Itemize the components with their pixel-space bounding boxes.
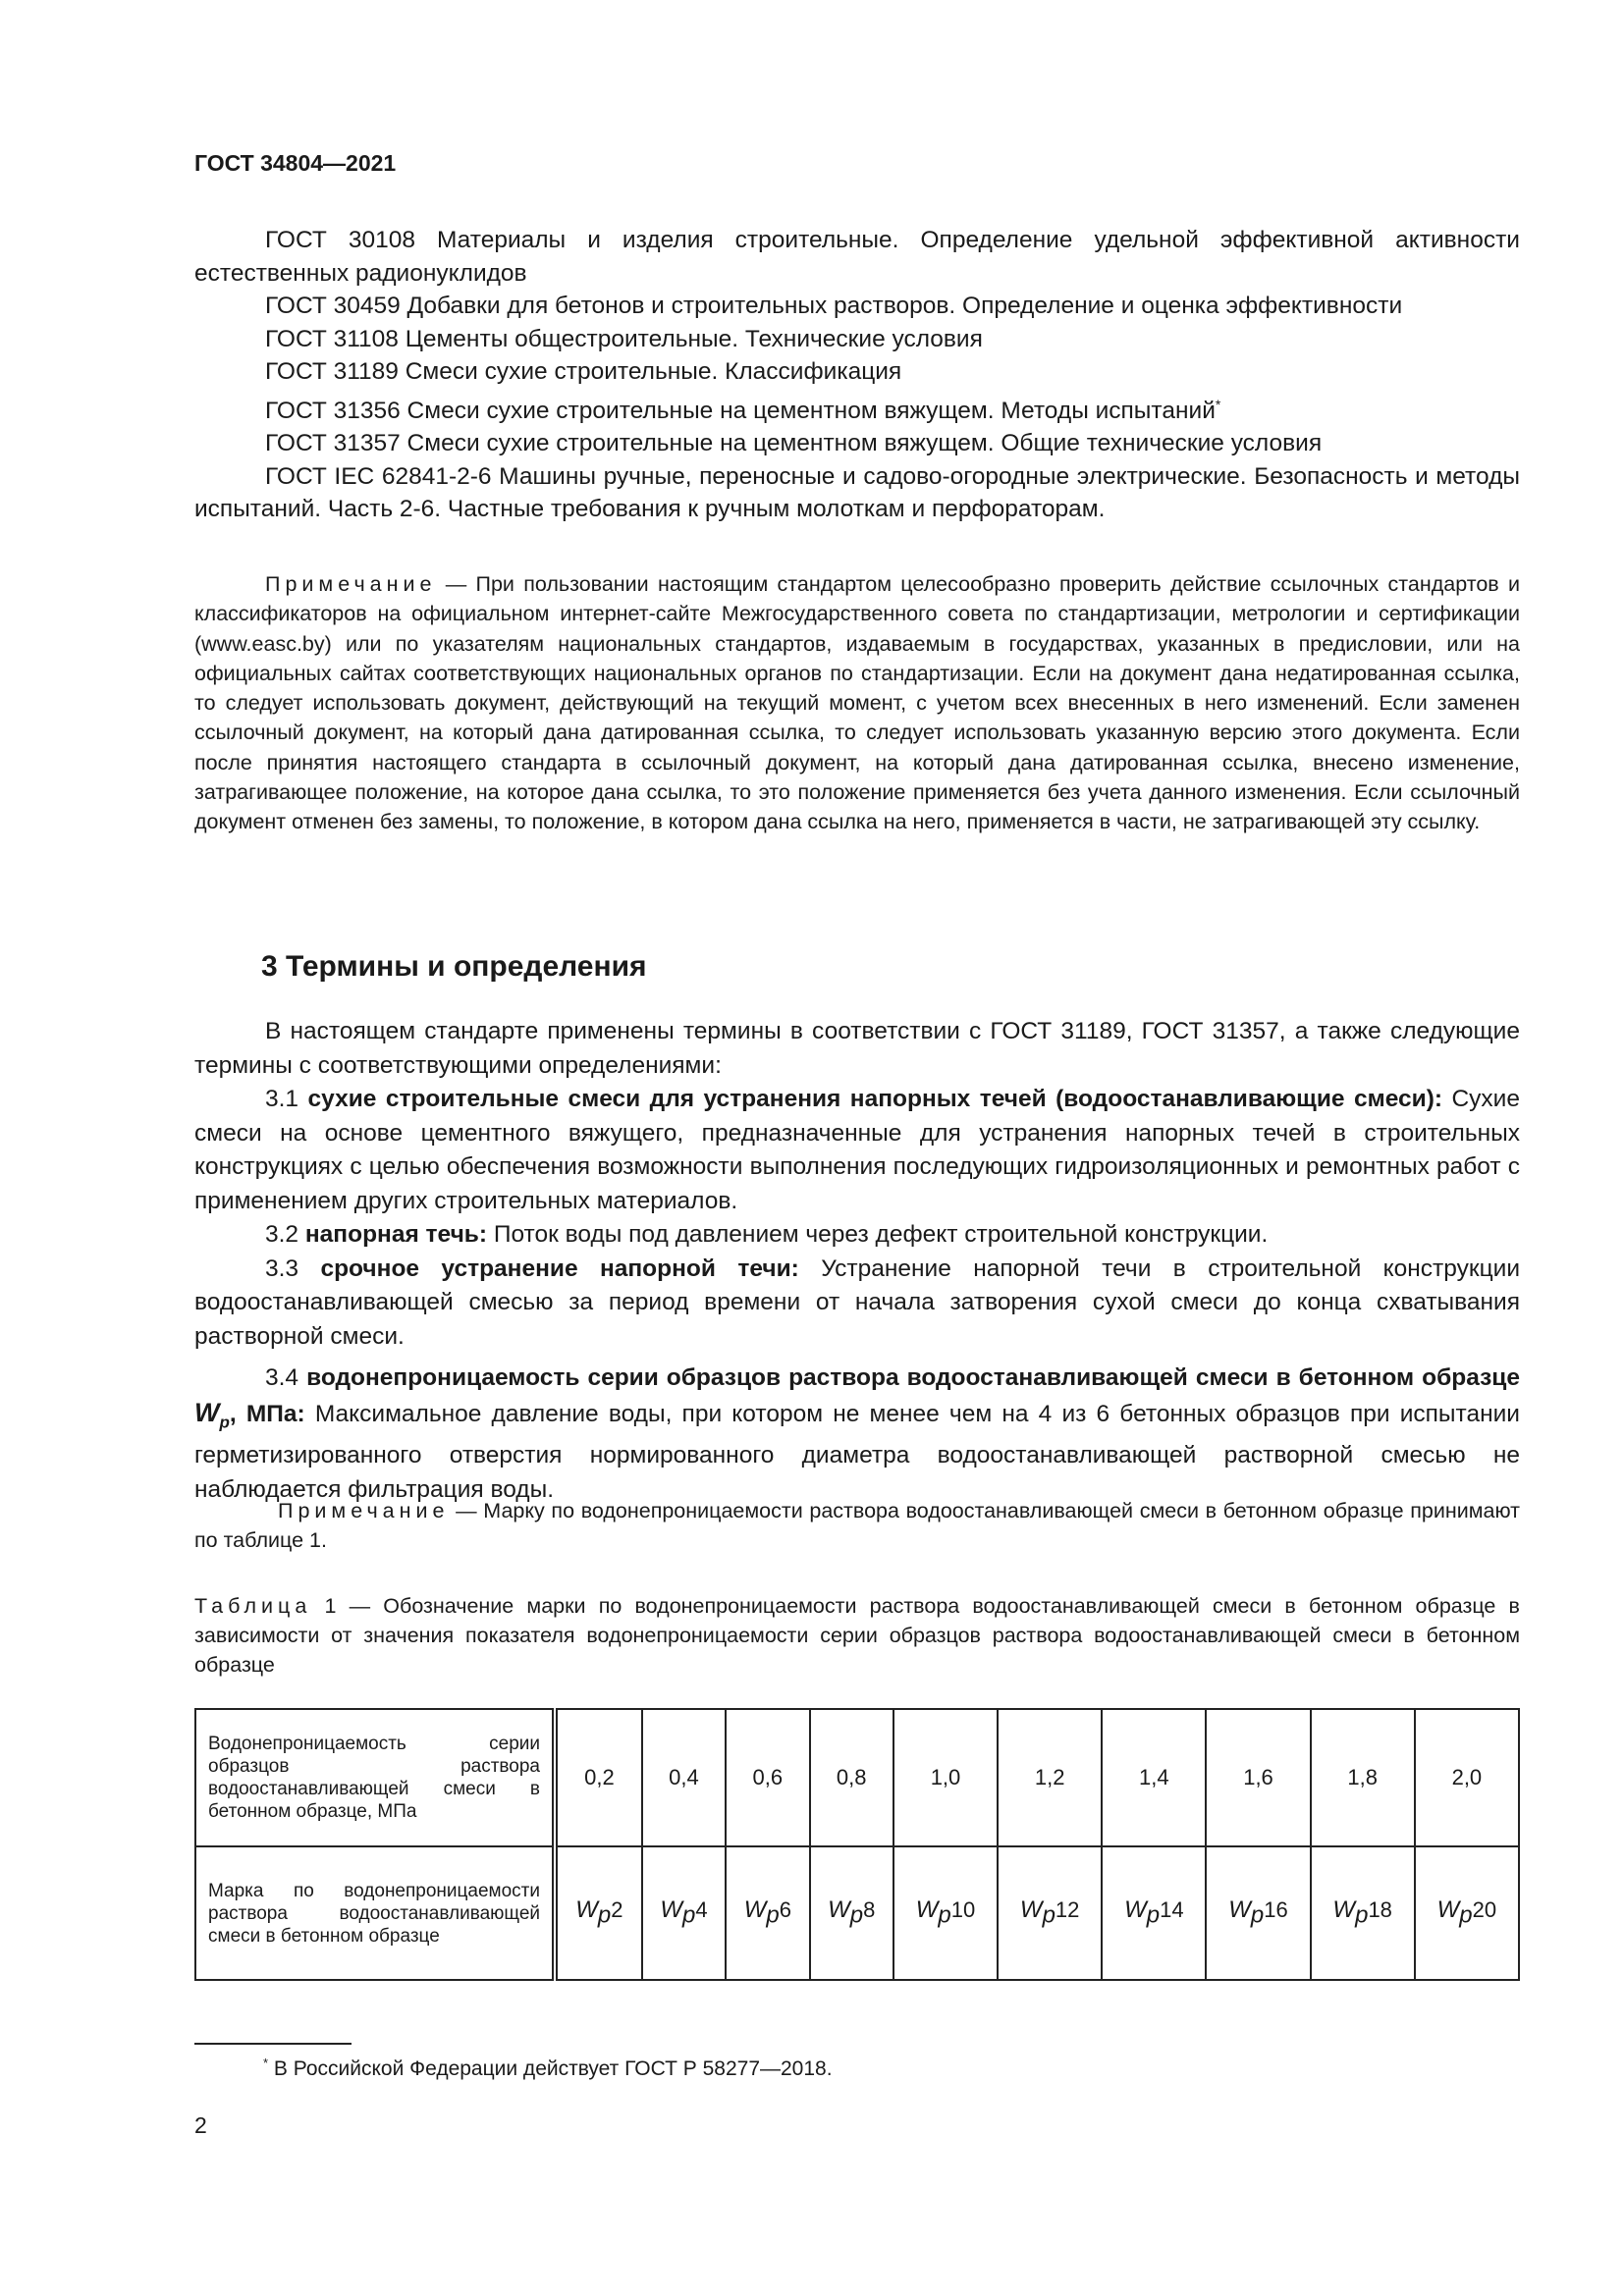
reference-item: ГОСТ 30459 Добавки для бетонов и строительных растворов. Определение и оценка эффективности xyxy=(265,293,1403,319)
section-title: 3 Термины и определения xyxy=(261,950,647,983)
table-cell: $W_p2$ xyxy=(555,1846,642,1980)
term-name: водонепроницаемость серии образцов раствора водоостанавливающей смеси в бетонном образце $W_p$, МПа: xyxy=(194,1364,1520,1431)
footnote-text: В Российской Федерации действует ГОСТ Р 58277—2018. xyxy=(273,2057,833,2080)
table-row xyxy=(195,1846,1519,1980)
table-cell: 0,2 xyxy=(555,1709,642,1846)
table-cell: 1,4 xyxy=(1102,1709,1206,1846)
table-note xyxy=(194,1496,1520,1555)
term-name: напорная течь: xyxy=(304,1221,488,1248)
row-header: Водонепроницаемость серии образцов раствора водоостанавливающей смеси в бетонном образце, МПа xyxy=(195,1709,555,1846)
term-name: срочное устранение напорной течи: xyxy=(320,1255,799,1282)
table-cell: $W_p4$ xyxy=(642,1846,726,1980)
wp-symbol: $W_p$ xyxy=(194,1397,230,1431)
table-cell: $W_p12$ xyxy=(998,1846,1102,1980)
footnote-divider xyxy=(194,2043,352,2045)
reference-note xyxy=(194,569,1520,837)
term-entry: 3.4 водонепроницаемость серии образцов раствора водоостанавливающей смеси в бетонном образце $W_p$, МПа: Максимальное давление воды, при котором не менее чем на 4 из 6 бетонных образцов при испытании герметизированного отверстия нормированного диаметра водоостанавливающей растворной смесью не наблюдается фильтрация воды. xyxy=(194,1364,1520,1503)
reference-item: ГОСТ 30108 Материалы и изделия строительные. Определение удельной эффективной активности естественных радионуклидов xyxy=(194,227,1520,287)
reference-item: ГОСТ 31189 Смеси сухие строительные. Классификация xyxy=(265,358,902,385)
table-cell: 1,8 xyxy=(1311,1709,1415,1846)
footnote-mark: * xyxy=(1215,396,1221,412)
note-text: — Марку по водонепроницаемости раствора водоостанавливающей смеси в бетонном образце принимают по таблице 1. xyxy=(194,1499,1520,1552)
normative-references xyxy=(194,224,1520,526)
table-cell: $W_p18$ xyxy=(1311,1846,1415,1980)
note-text: — При пользовании настоящим стандартом целесообразно проверить действие ссылочных стандартов и классификаторов на официальном интернет-сайте Межгосударственного совета по стандартизации, метрологии и сертификации (www.easc.by) или по указателям национальных стандартов, издаваемым в государствах, указанных в предисловии, или на официальных сайтах соответствующих национальных органов по стандартизации. Если на документ дана недатированная ссылка, то следует использовать документ, действующий на текущий момент, с учетом всех внесенных в него изменений. Если заменен ссылочный документ, на который дана датированная ссылка, то следует использовать указанную версию этого документа. Если после принятия настоящего стандарта в ссылочный документ, на который дана датированная ссылка, внесено изменение, затрагивающее положение, на которое дана ссылка, то это положение применяется без учета данного изменения. Если ссылочный документ отменен без замены, то положение, в котором дана ссылка на него, применяется в части, не затрагивающей эту ссылку. xyxy=(194,572,1520,834)
table-cell: $W_p6$ xyxy=(726,1846,809,1980)
water-resistance-table xyxy=(194,1708,1520,1981)
table-cell: 1,6 xyxy=(1206,1709,1310,1846)
page-number: 2 xyxy=(194,2112,207,2138)
table-cell: $W_p8$ xyxy=(810,1846,893,1980)
table-cell: $W_p16$ xyxy=(1206,1846,1310,1980)
term-definition: Максимальное давление воды, при котором не менее чем на 4 из 6 бетонных образцов при испытании герметизированного отверстия нормированного диаметра водоостанавливающей растворной смесью не наблюдается фильтрация воды. xyxy=(194,1400,1520,1503)
note-label: Примечание xyxy=(265,572,437,596)
reference-item: ГОСТ 31356 Смеси сухие строительные на цементном вяжущем. Методы испытаний* xyxy=(265,396,1221,424)
table-cell: 1,2 xyxy=(998,1709,1102,1846)
term-entry: 3.1 сухие строительные смеси для устранения напорных течей (водоостанавливающие смеси): Сухие смеси на основе цементного вяжущего, предназначенные для устранения напорных течей в строительных конструкциях с целью обеспечения возможности выполнения последующих гидроизоляционных и ремонтных работ с применением других строительных материалов. xyxy=(194,1086,1520,1214)
document-header: ГОСТ 34804—2021 xyxy=(194,150,397,176)
term-definition: Устранение напорной течи в строительной конструкции водоостанавливающей смесью за период времени от начала затворения сухой смеси до конца схватывания растворной смеси. xyxy=(194,1255,1521,1350)
footnote-mark: * xyxy=(263,2056,269,2070)
table-cell: 0,8 xyxy=(810,1709,893,1846)
table-cell: $W_p14$ xyxy=(1102,1846,1206,1980)
table-caption: Таблица 1 — Обозначение марки по водонепроницаемости раствора водоостанавливающей смеси в бетонном образце в зависимости от значения показателя водонепроницаемости серии образцов раствора водоостанавливающей смеси в бетонном образце xyxy=(194,1594,1520,1677)
table-row xyxy=(195,1709,1519,1846)
section-intro: В настоящем стандарте применены термины в соответствии с ГОСТ 31189, ГОСТ 31357, а также следующие термины с соответствующими определениями: xyxy=(194,1018,1520,1079)
table-cell: $W_p10$ xyxy=(893,1846,998,1980)
term-entry: 3.3 срочное устранение напорной течи: Устранение напорной течи в строительной конструкции водоостанавливающей смесью за период времени от начала затворения сухой смеси до конца схватывания растворной смеси. xyxy=(194,1255,1521,1350)
reference-item: ГОСТ IEC 62841-2-6 Машины ручные, переносные и садово-огородные электрические. Безопасность и методы испытаний. Часть 2-6. Частные требования к ручным молоткам и перфораторам. xyxy=(194,462,1520,523)
table-cell: 1,0 xyxy=(893,1709,998,1846)
term-definition: Поток воды под давлением через дефект строительной конструкции. xyxy=(493,1221,1269,1248)
reference-item: ГОСТ 31108 Цементы общестроительные. Технические условия xyxy=(265,325,983,352)
term-definition: Сухие смеси на основе цементного вяжущего, предназначенные для устранения напорных течей в строительных конструкциях с целью обеспечения возможности выполнения последующих гидроизоляционных и ремонтных работ с применением других строительных материалов. xyxy=(194,1086,1520,1214)
note-label: Примечание xyxy=(278,1499,450,1522)
row-header: Марка по водонепроницаемости раствора водоостанавливающей смеси в бетонном образце xyxy=(195,1846,555,1980)
table-cell: 0,6 xyxy=(726,1709,809,1846)
term-name: сухие строительные смеси для устранения напорных течей (водоостанавливающие смеси): xyxy=(307,1086,1443,1112)
footnote xyxy=(263,2056,833,2081)
term-entry: 3.2 напорная течь: Поток воды под давлением через дефект строительной конструкции. xyxy=(265,1221,1269,1248)
table-cell: $W_p20$ xyxy=(1415,1846,1519,1980)
table-cell: 0,4 xyxy=(642,1709,726,1846)
reference-item: ГОСТ 31357 Смеси сухие строительные на цементном вяжущем. Общие технические условия xyxy=(265,430,1323,457)
terms-section xyxy=(194,1015,1520,1515)
table-cell: 2,0 xyxy=(1415,1709,1519,1846)
